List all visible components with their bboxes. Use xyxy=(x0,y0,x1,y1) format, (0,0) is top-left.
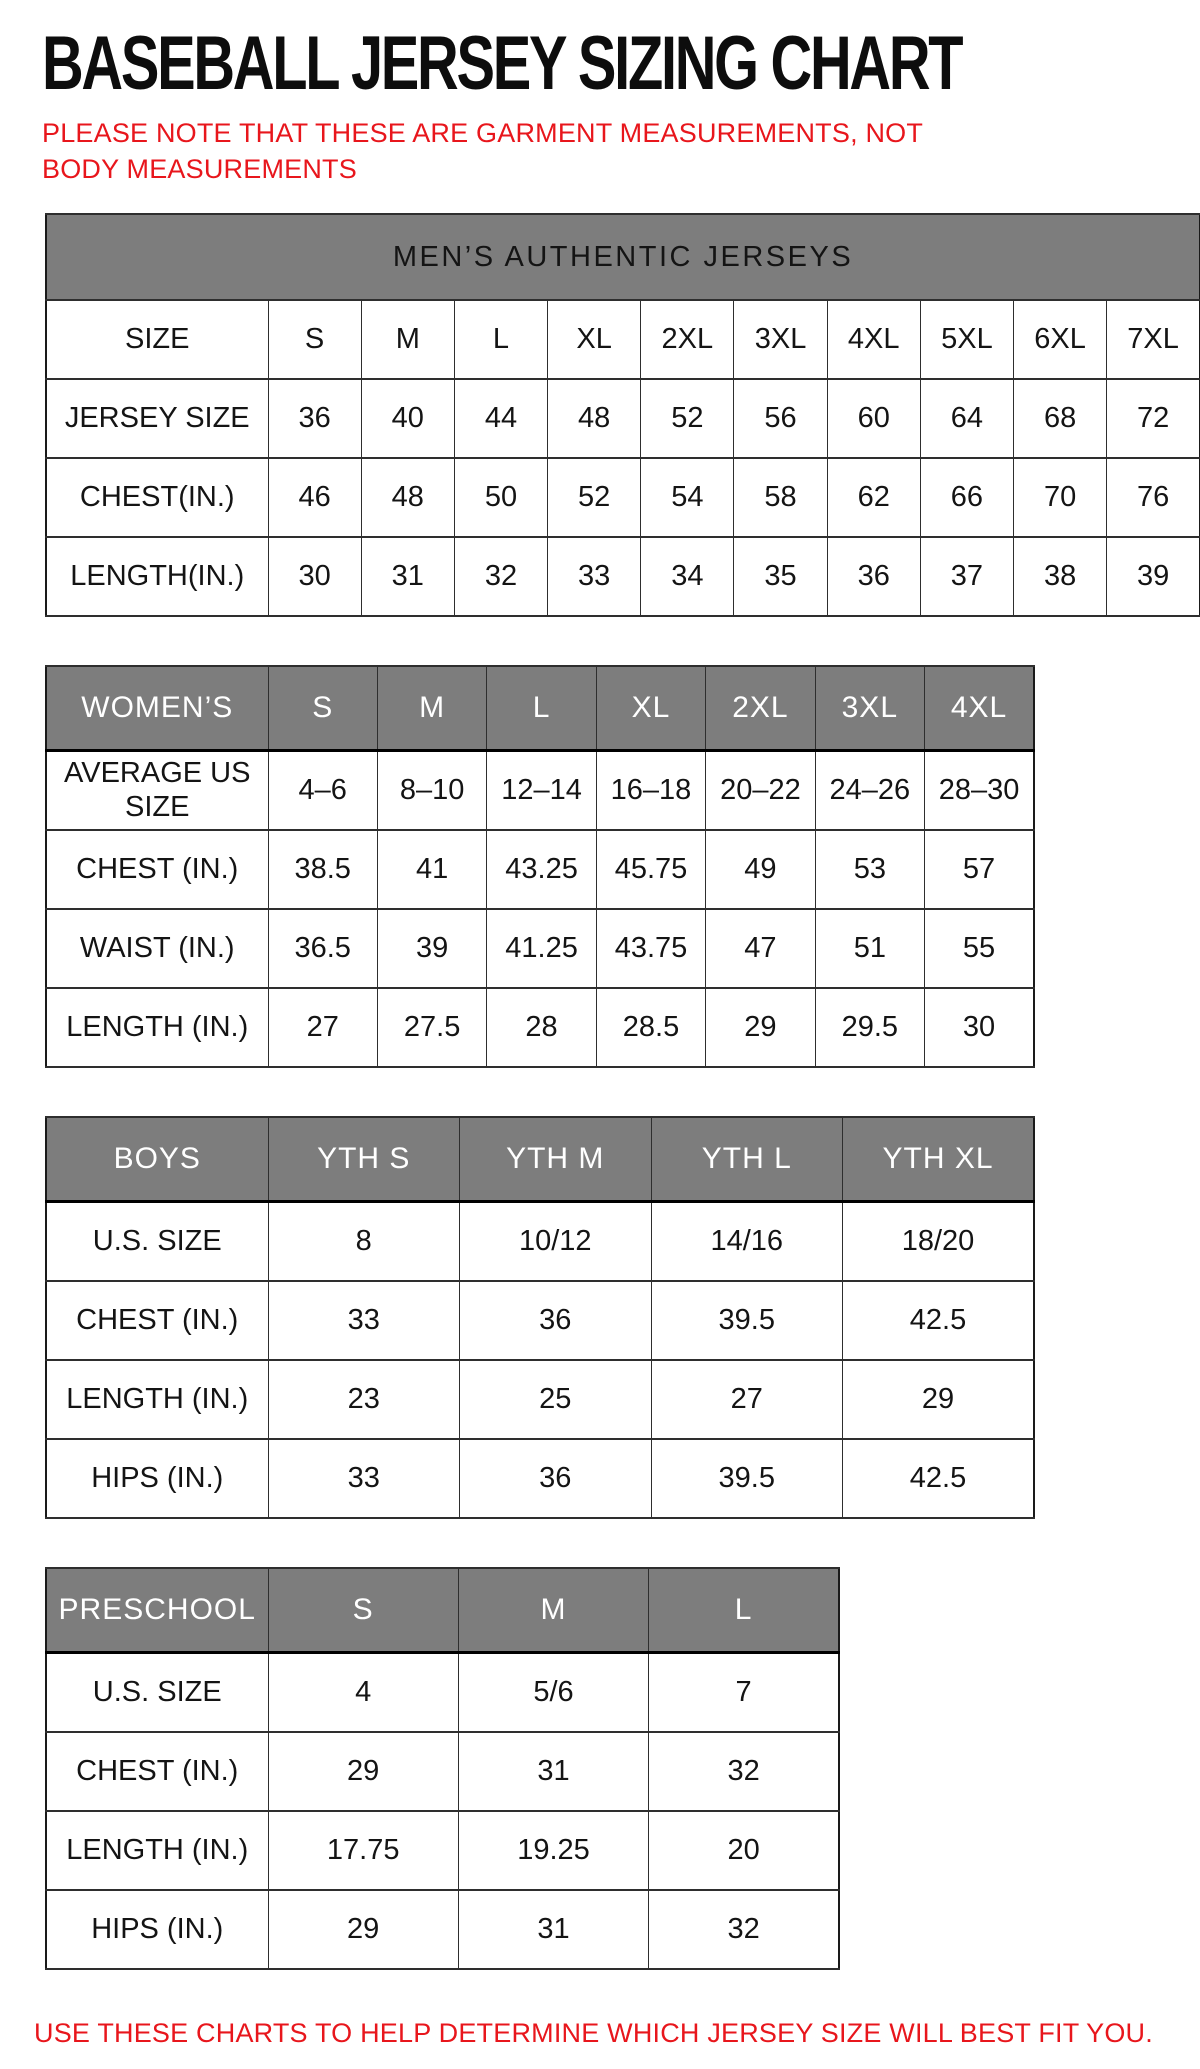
cell-value: 4XL xyxy=(827,300,920,379)
row-label: LENGTH (IN.) xyxy=(46,988,268,1067)
cell-value: 44 xyxy=(454,379,547,458)
cell-value: 52 xyxy=(548,458,641,537)
womens-col-header: L xyxy=(487,666,596,751)
cell-value: 28.5 xyxy=(596,988,705,1067)
cell-value: 33 xyxy=(548,537,641,616)
preschool-table-header: PRESCHOOL xyxy=(46,1568,268,1653)
boys-sizing-table xyxy=(45,1116,1035,1519)
cell-value: 36 xyxy=(268,379,361,458)
cell-value: 66 xyxy=(920,458,1013,537)
cell-value: 34 xyxy=(641,537,734,616)
cell-value: 5XL xyxy=(920,300,1013,379)
preschool-table-row xyxy=(46,1811,839,1890)
preschool-col-header: M xyxy=(458,1568,648,1653)
mens-table-row xyxy=(46,537,1200,616)
cell-value: 10/12 xyxy=(460,1202,652,1282)
boys-table-row xyxy=(46,1360,1034,1439)
cell-value: 48 xyxy=(361,458,454,537)
mens-table-row xyxy=(46,300,1200,379)
womens-col-header: XL xyxy=(596,666,705,751)
cell-value: 60 xyxy=(827,379,920,458)
cell-value: 55 xyxy=(925,909,1034,988)
womens-col-header: 4XL xyxy=(925,666,1034,751)
cell-value: 28–30 xyxy=(925,751,1034,831)
cell-value: S xyxy=(268,300,361,379)
row-label: CHEST (IN.) xyxy=(46,1732,268,1811)
cell-value: 39.5 xyxy=(651,1281,843,1360)
cell-value: 72 xyxy=(1107,379,1200,458)
row-label: SIZE xyxy=(46,300,268,379)
cell-value: 57 xyxy=(925,830,1034,909)
cell-value: 8 xyxy=(268,1202,460,1282)
boys-col-header: YTH M xyxy=(460,1117,652,1202)
cell-value: 37 xyxy=(920,537,1013,616)
cell-value: 45.75 xyxy=(596,830,705,909)
cell-value: 31 xyxy=(458,1732,648,1811)
row-label: CHEST(IN.) xyxy=(46,458,268,537)
cell-value: 2XL xyxy=(641,300,734,379)
preschool-table-row xyxy=(46,1732,839,1811)
cell-value: L xyxy=(454,300,547,379)
womens-col-header: M xyxy=(377,666,486,751)
cell-value: 41 xyxy=(377,830,486,909)
cell-value: 58 xyxy=(734,458,827,537)
cell-value: 31 xyxy=(361,537,454,616)
cell-value: 32 xyxy=(454,537,547,616)
tables-container xyxy=(42,213,1180,1970)
cell-value: 19.25 xyxy=(458,1811,648,1890)
cell-value: 27 xyxy=(268,988,377,1067)
preschool-col-header: L xyxy=(649,1568,839,1653)
cell-value: 39 xyxy=(1107,537,1200,616)
cell-value: 64 xyxy=(920,379,1013,458)
boys-col-header: YTH L xyxy=(651,1117,843,1202)
cell-value: 25 xyxy=(460,1360,652,1439)
cell-value: 49 xyxy=(706,830,815,909)
cell-value: 28 xyxy=(487,988,596,1067)
page-title: BASEBALL JERSEY SIZING CHART xyxy=(42,21,962,106)
cell-value: 29 xyxy=(706,988,815,1067)
cell-value: 30 xyxy=(925,988,1034,1067)
cell-value: 33 xyxy=(268,1281,460,1360)
womens-table-row xyxy=(46,830,1034,909)
preschool-table-row xyxy=(46,1653,839,1733)
cell-value: 36 xyxy=(460,1281,652,1360)
cell-value: 17.75 xyxy=(268,1811,458,1890)
cell-value: 56 xyxy=(734,379,827,458)
womens-col-header: S xyxy=(268,666,377,751)
cell-value: 38.5 xyxy=(268,830,377,909)
row-label: LENGTH(IN.) xyxy=(46,537,268,616)
cell-value: 52 xyxy=(641,379,734,458)
cell-value: 29 xyxy=(268,1890,458,1969)
cell-value: 14/16 xyxy=(651,1202,843,1282)
cell-value: 29.5 xyxy=(815,988,924,1067)
cell-value: 31 xyxy=(458,1890,648,1969)
cell-value: 76 xyxy=(1107,458,1200,537)
cell-value: 42.5 xyxy=(843,1281,1035,1360)
womens-col-header: 2XL xyxy=(706,666,815,751)
cell-value: XL xyxy=(548,300,641,379)
row-label: JERSEY SIZE xyxy=(46,379,268,458)
cell-value: 20–22 xyxy=(706,751,815,831)
cell-value: 62 xyxy=(827,458,920,537)
womens-table-header: WOMEN’S xyxy=(46,666,268,751)
cell-value: 42.5 xyxy=(843,1439,1035,1518)
cell-value: 46 xyxy=(268,458,361,537)
cell-value: 8–10 xyxy=(377,751,486,831)
preschool-sizing-table xyxy=(45,1567,840,1970)
womens-table-row xyxy=(46,988,1034,1067)
cell-value: 32 xyxy=(649,1890,839,1969)
cell-value: 4–6 xyxy=(268,751,377,831)
cell-value: 36 xyxy=(460,1439,652,1518)
cell-value: 43.75 xyxy=(596,909,705,988)
mens-table-row xyxy=(46,458,1200,537)
cell-value: 30 xyxy=(268,537,361,616)
cell-value: 27 xyxy=(651,1360,843,1439)
mens-sizing-table xyxy=(45,213,1200,617)
footer-note: USE THESE CHARTS TO HELP DETERMINE WHICH JERSEY SIZE WILL BEST FIT YOU. xyxy=(34,2018,1153,2049)
cell-value: 7 xyxy=(649,1653,839,1733)
row-label: WAIST (IN.) xyxy=(46,909,268,988)
cell-value: 39 xyxy=(377,909,486,988)
row-label: LENGTH (IN.) xyxy=(46,1360,268,1439)
cell-value: 5/6 xyxy=(458,1653,648,1733)
row-label: LENGTH (IN.) xyxy=(46,1811,268,1890)
cell-value: 12–14 xyxy=(487,751,596,831)
womens-table-row xyxy=(46,909,1034,988)
cell-value: 6XL xyxy=(1014,300,1107,379)
cell-value: 35 xyxy=(734,537,827,616)
cell-value: 48 xyxy=(548,379,641,458)
row-label: CHEST (IN.) xyxy=(46,830,268,909)
cell-value: 54 xyxy=(641,458,734,537)
cell-value: 38 xyxy=(1014,537,1107,616)
cell-value: 47 xyxy=(706,909,815,988)
cell-value: 20 xyxy=(649,1811,839,1890)
womens-sizing-table xyxy=(45,665,1035,1068)
cell-value: 68 xyxy=(1014,379,1107,458)
row-label: AVERAGE US SIZE xyxy=(46,751,268,831)
cell-value: 36.5 xyxy=(268,909,377,988)
cell-value: 18/20 xyxy=(843,1202,1035,1282)
cell-value: M xyxy=(361,300,454,379)
mens-table-header: MEN’S AUTHENTIC JERSEYS xyxy=(46,214,1200,300)
cell-value: 7XL xyxy=(1107,300,1200,379)
womens-table-row xyxy=(46,751,1034,831)
boys-table-header: BOYS xyxy=(46,1117,268,1202)
mens-table-row xyxy=(46,379,1200,458)
cell-value: 41.25 xyxy=(487,909,596,988)
cell-value: 40 xyxy=(361,379,454,458)
cell-value: 24–26 xyxy=(815,751,924,831)
womens-col-header: 3XL xyxy=(815,666,924,751)
row-label: CHEST (IN.) xyxy=(46,1281,268,1360)
cell-value: 16–18 xyxy=(596,751,705,831)
cell-value: 29 xyxy=(268,1732,458,1811)
boys-table-row xyxy=(46,1202,1034,1282)
cell-value: 51 xyxy=(815,909,924,988)
cell-value: 50 xyxy=(454,458,547,537)
cell-value: 32 xyxy=(649,1732,839,1811)
cell-value: 29 xyxy=(843,1360,1035,1439)
cell-value: 23 xyxy=(268,1360,460,1439)
row-label: U.S. SIZE xyxy=(46,1202,268,1282)
preschool-table-row xyxy=(46,1890,839,1969)
cell-value: 27.5 xyxy=(377,988,486,1067)
cell-value: 43.25 xyxy=(487,830,596,909)
boys-table-row xyxy=(46,1281,1034,1360)
cell-value: 33 xyxy=(268,1439,460,1518)
row-label: HIPS (IN.) xyxy=(46,1439,268,1518)
boys-col-header: YTH XL xyxy=(843,1117,1035,1202)
row-label: U.S. SIZE xyxy=(46,1653,268,1733)
boys-table-row xyxy=(46,1439,1034,1518)
preschool-col-header: S xyxy=(268,1568,458,1653)
cell-value: 70 xyxy=(1014,458,1107,537)
cell-value: 39.5 xyxy=(651,1439,843,1518)
boys-col-header: YTH S xyxy=(268,1117,460,1202)
cell-value: 53 xyxy=(815,830,924,909)
row-label: HIPS (IN.) xyxy=(46,1890,268,1969)
garment-measurement-note: PLEASE NOTE THAT THESE ARE GARMENT MEASUREMENTS, NOT BODY MEASUREMENTS xyxy=(42,118,923,184)
cell-value: 3XL xyxy=(734,300,827,379)
cell-value: 4 xyxy=(268,1653,458,1733)
cell-value: 36 xyxy=(827,537,920,616)
